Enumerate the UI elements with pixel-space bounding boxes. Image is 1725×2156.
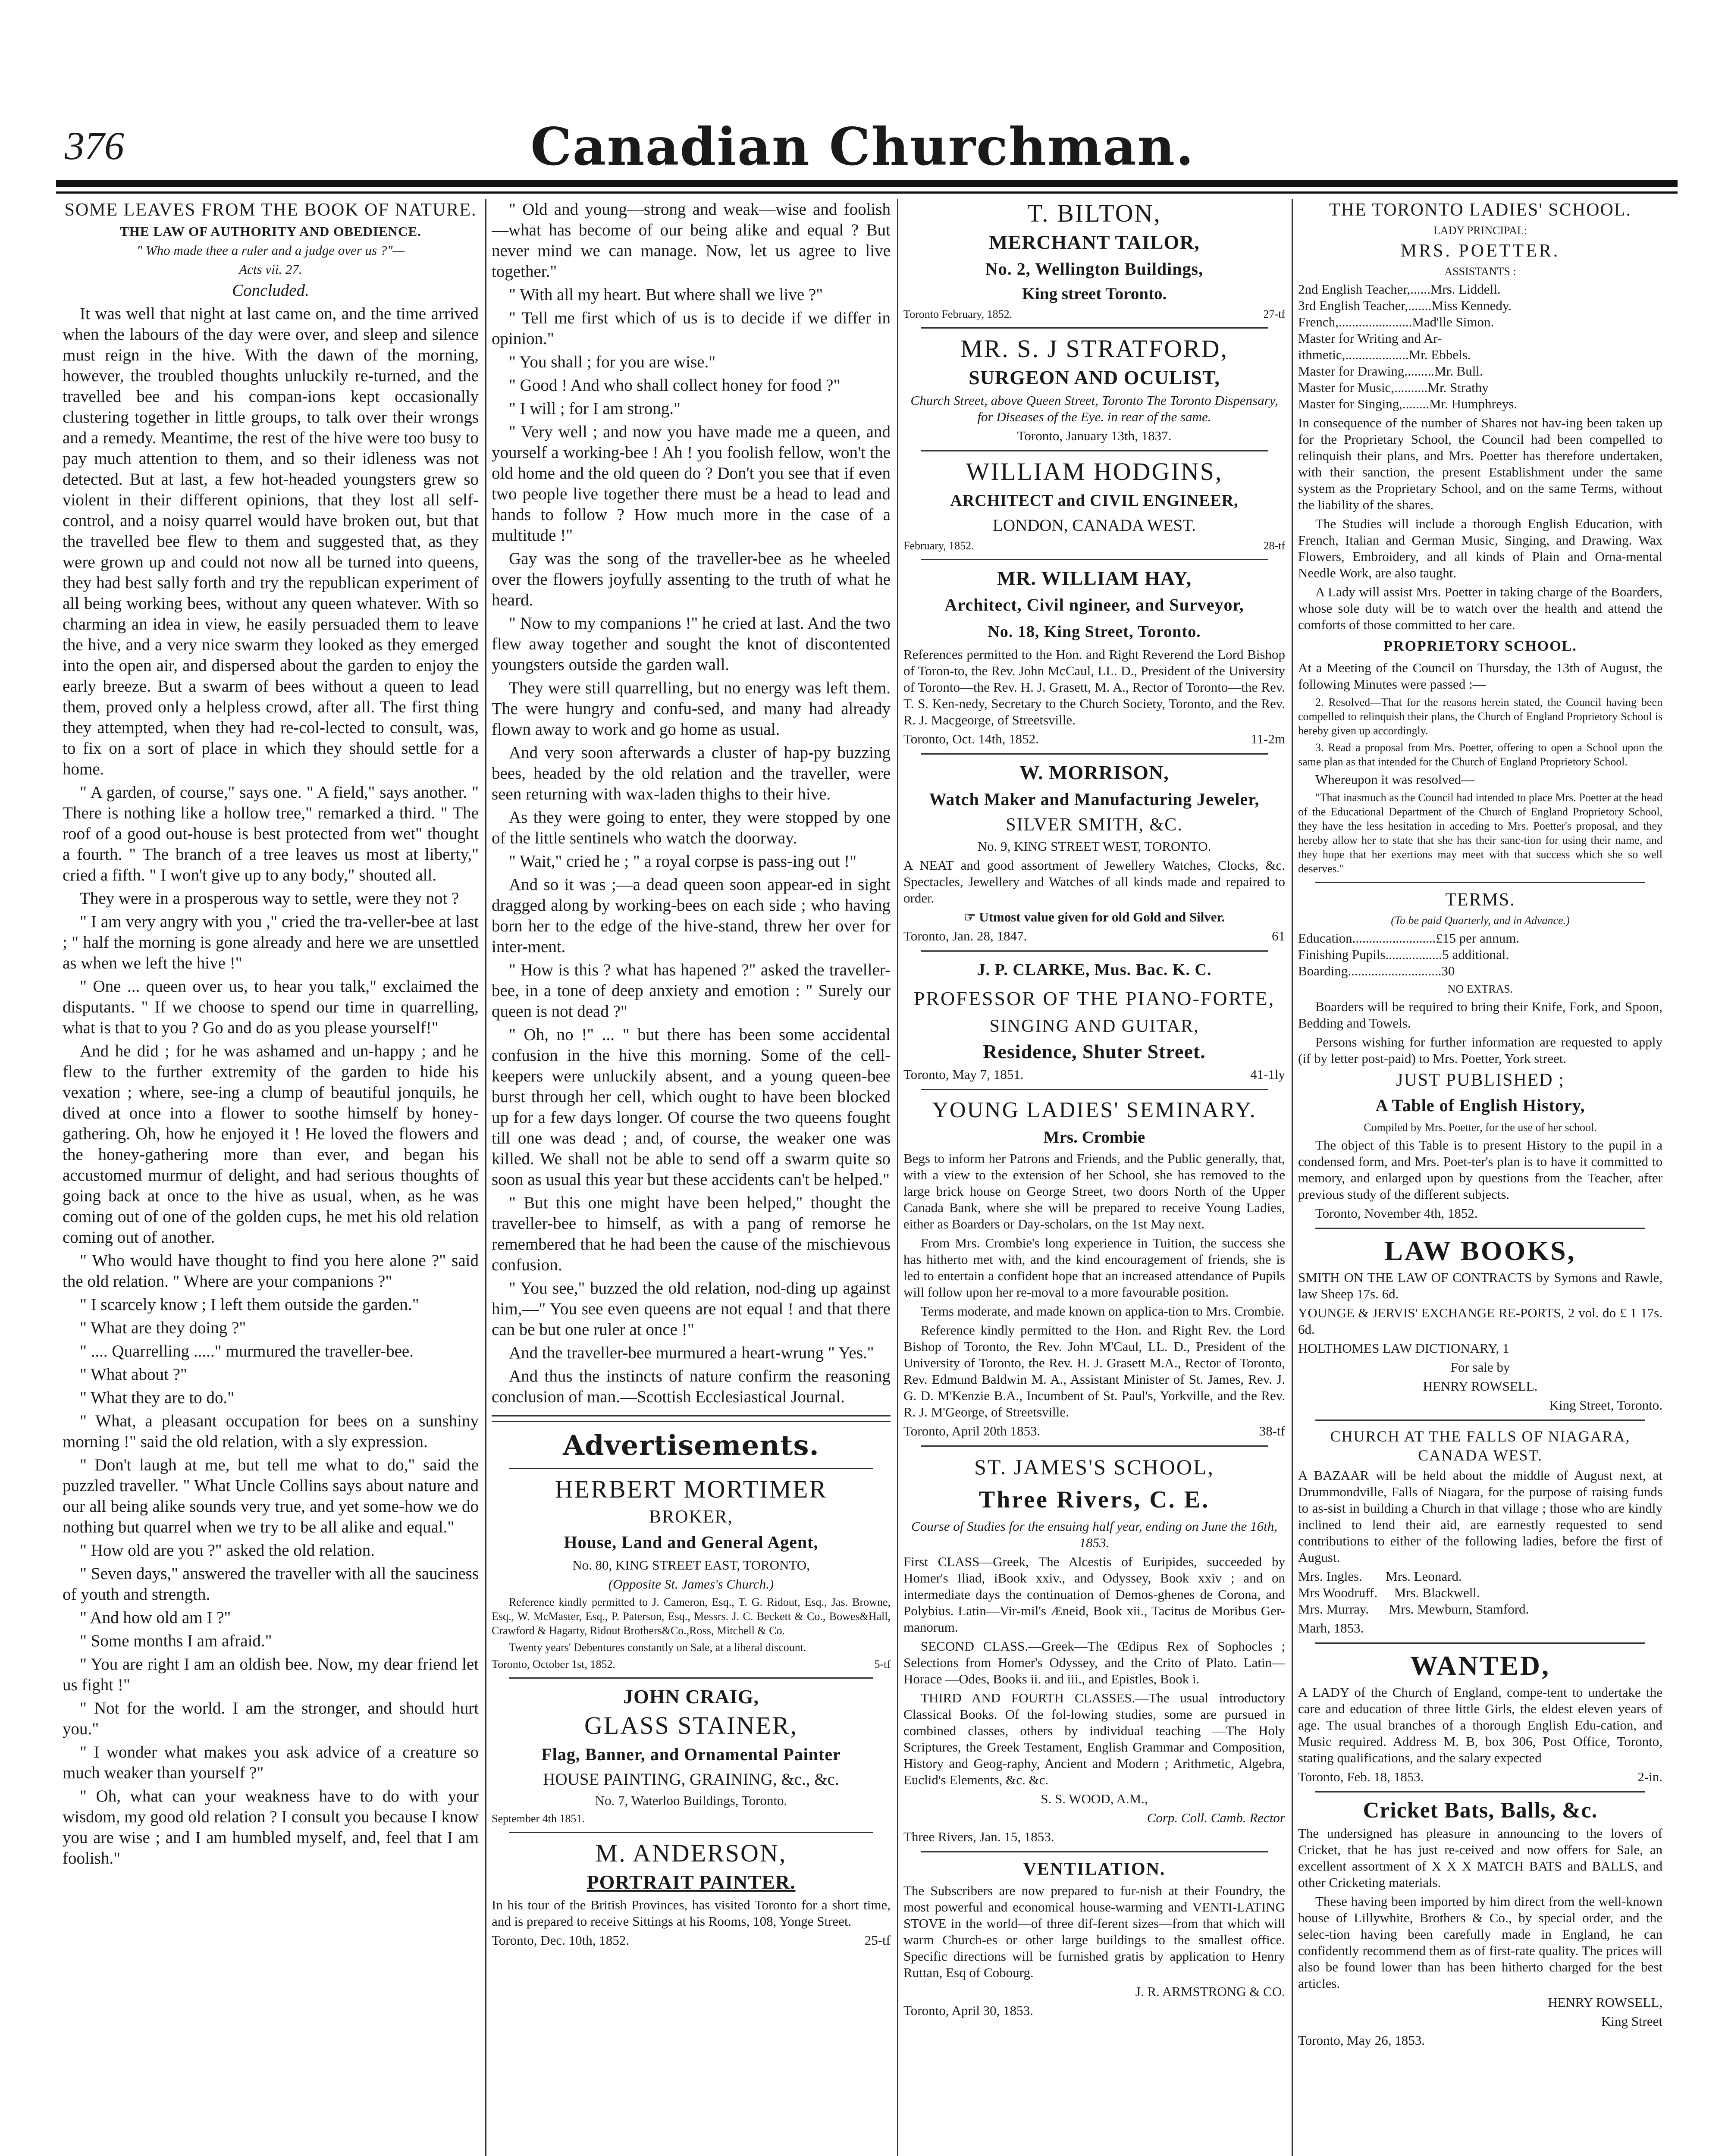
- ad-title: WANTED,: [1410, 1650, 1550, 1681]
- ad-signature: HENRY ROWSELL.: [1423, 1379, 1538, 1394]
- ad-body: These having been imported by him direct from the well-known house of Lillywhite, Brothers & Co., by special order, and the selec-tion having been carefully made in England, he can confidently recommend them as of first-rate quality. The prices will also be found lower than has been hitherto charged for the best articles.: [1298, 1894, 1662, 1991]
- ad-role: BROKER,: [649, 1507, 733, 1527]
- ad-line: House, Land and General Agent,: [564, 1532, 819, 1552]
- ad-note: ☞ Utmost value given for old Gold and Silver.: [963, 909, 1225, 924]
- article-paragraph: And very soon afterwards a cluster of hap-py buzzing bees, headed by the old relation and the traveller, were seen returning with wax-laden thighs to their hive.: [492, 743, 891, 803]
- terms-title: TERMS.: [1445, 890, 1515, 910]
- ad-date: Toronto, Feb. 18, 1853. 2-in.: [1298, 1769, 1662, 1784]
- ad-signature: S. S. WOOD, A.M.,: [1041, 1791, 1148, 1806]
- ad-label: LADY PRINCIPAL:: [1433, 224, 1527, 237]
- terms-item: Finishing Pupils.................5 additional.: [1298, 947, 1509, 962]
- ad-body: At a Meeting of the Council on Thursday, the 13th of August, the following Minutes were passed :—: [1298, 660, 1662, 692]
- article-paragraph: Gay was the song of the traveller-bee as he wheeled over the flowers joyfully assenting to the truth of what he heard.: [492, 549, 891, 609]
- column-divider: [485, 199, 486, 2156]
- article-paragraph: They were in a prosperous way to settle, were they not ?: [80, 889, 459, 908]
- staff-item: Master for Drawing.........Mr. Bull.: [1298, 364, 1483, 379]
- ad-role: Architect, Civil ngineer, and Surveyor,: [944, 595, 1244, 614]
- ad-body: SECOND CLASS.—Greek—The Œdipus Rex of Sophocles ; Selections from Homer's Odyssey, and the Crito of Plato. Latin—Horace —Odes, Books ii. and iii., and Epistles, Book i.: [903, 1639, 1285, 1686]
- ad-line: Flag, Banner, and Ornamental Painter: [541, 1745, 841, 1764]
- article-epigraph-ref: Acts vii. 27.: [239, 262, 302, 277]
- ad-place: Three Rivers, C. E.: [979, 1486, 1210, 1513]
- masthead-rule-thin: [56, 191, 1678, 194]
- article-paragraph: " I will ; for I am strong.": [509, 399, 681, 418]
- ad-role: SURGEON AND OCULIST,: [969, 367, 1220, 389]
- ad-body: Reference kindly permitted to the Hon. and Right Rev. the Lord Bishop of Toronto, the Rev. John M'Caul, LL. D., President of the University of Toronto, the Rev. H. J. Grasett M.A., Rector of Toronto, Rev. Edmund Baldwin M. A., Assistant Minister of St. James, Rev. J. G. D. M'Kenzie B.A., Incumbent of St. Paul's, Yorkville, and the Rev. R. J. M'George, of Streetsville.: [903, 1322, 1285, 1420]
- ad-address: No. 7, Waterloo Buildings, Toronto.: [595, 1793, 787, 1808]
- ad-body: Terms moderate, and made known on applica-tion to Mrs. Crombie.: [921, 1304, 1285, 1319]
- ad-signature: HENRY ROWSELL,: [1548, 1995, 1662, 2010]
- ad-address: No. 2, Wellington Buildings,: [985, 259, 1204, 279]
- article-paragraph: " You are right I am an oldish bee. Now, my dear friend let us fight !": [63, 1655, 479, 1694]
- ad-bilton: [903, 199, 1285, 321]
- ad-role: ARCHITECT and CIVIL ENGINEER,: [950, 492, 1239, 510]
- article-paragraph: " Oh, no !" ... " but there has been some accidental confusion in the hive this morning. Some of the cell-keepers were unluckily absent, and a young queen-bee burst through her cell, which ought to have been blocked up for a few days longer. Of course the two queens fought till one was dead ; and, of course, the weaker one was killed. We shall not be able to send off a swarm quite so soon as usual this year but these accidents can't be helped.": [492, 1025, 891, 1189]
- ad-body: THIRD AND FOURTH CLASSES.—The usual introductory Classical Books. Of the fol-lowing studies, some are pursued in combined classes, others by individual teaching —The Holy Scriptures, the Greek Testament, English Grammar and Composition, History and Geog-raphy, Ancient and Modern ; Arithmetic, Algebra, Euclid's Elements, &c. &c.: [903, 1690, 1285, 1787]
- ad-line-2: HOUSE PAINTING, GRAINING, &c., &c.: [543, 1770, 839, 1789]
- article-paragraph: And thus the instincts of nature confirm the reasoning conclusion of man.—Scottish Ecclesiastical Journal.: [492, 1367, 891, 1406]
- section-divider: [492, 1415, 891, 1422]
- article-paragraph: " What they are to do.": [80, 1388, 235, 1407]
- page-number: 376: [65, 124, 124, 168]
- ad-clarke: [903, 958, 1285, 1083]
- ad-body: "That inasmuch as the Council had intended to place Mrs. Poetter at the head of the Educational Department of the Church of England Proprietory School, they have the less hesitation in acceding to Mrs. Poetter's proposal, and they hereby allow her to state that she has their sanc-tion for using their name, and they hope that her exertions may meet with that success which she so well deserves.": [1298, 791, 1662, 875]
- article-title: SOME LEAVES FROM THE BOOK OF NATURE.: [64, 200, 477, 220]
- masthead-rule: [56, 180, 1678, 187]
- column-1-article: [63, 199, 479, 2156]
- ad-signature-2: King Street, Toronto.: [1549, 1398, 1662, 1413]
- ad-names-row: Mrs Woodruff. Mrs. Blackwell.: [1298, 1585, 1480, 1600]
- staff-item: Master for Music,..........Mr. Strathy: [1298, 380, 1489, 395]
- ad-herbert-mortimer: [492, 1475, 891, 1671]
- ad-address: No. 18, King Street, Toronto.: [988, 623, 1201, 641]
- ad-divider: [509, 1832, 873, 1833]
- article-paragraph: " Not for the world. I am the stronger, and should hurt you.": [63, 1699, 479, 1738]
- ad-title: LAW BOOKS,: [1384, 1235, 1576, 1266]
- article-paragraph: " Oh, what can your weakness have to do with your wisdom, my good old relation ? I consult you because I know you are wise ; and I am humbled myself, and, feel that I am foolish.": [63, 1787, 479, 1868]
- article-paragraph: " I scarcely know ; I left them outside the garden.": [80, 1295, 419, 1314]
- ad-divider: [1315, 1791, 1645, 1792]
- ad-body: A Lady will assist Mrs. Poetter in taking charge of the Boarders, whose sole duty will be to watch over the health and attend the comforts of those committed to her care.: [1298, 584, 1662, 632]
- ad-by: Compiled by Mrs. Poetter, for the use of her school.: [1364, 1121, 1597, 1134]
- ad-address-2: King street Toronto.: [1022, 285, 1167, 303]
- ad-date: February, 1852. 28-tf: [903, 539, 1285, 552]
- ad-name: MR. S. J STRATFORD,: [960, 335, 1229, 363]
- ad-body: SMITH ON THE LAW OF CONTRACTS by Symons and Rawle, law Sheep 17s. 6d.: [1298, 1270, 1662, 1301]
- ad-title: VENTILATION.: [1023, 1859, 1166, 1879]
- terms-item: Boarding............................30: [1298, 963, 1455, 978]
- ad-just-published: [1298, 1069, 1662, 1222]
- no-extras: NO EXTRAS.: [1447, 983, 1513, 995]
- ad-divider: [1315, 882, 1645, 883]
- article-paragraph: " But this one might have been helped," thought the traveller-bee to himself, as with a pang of remorse he remembered that he had been the cause of the mischievous confusion.: [492, 1194, 891, 1274]
- ad-date: Toronto, Dec. 10th, 1852. 25-tf: [492, 1933, 891, 1948]
- column-divider: [1292, 199, 1293, 2156]
- ad-title: CHURCH AT THE FALLS OF NIAGARA, CANADA WEST.: [1330, 1428, 1631, 1464]
- ad-role: Watch Maker and Manufacturing Jeweler,: [929, 790, 1260, 809]
- ad-wanted: [1298, 1650, 1662, 1785]
- column-4-ads: [1298, 199, 1662, 2156]
- article-paragraph: They were still quarrelling, but no energy was left them. The were hungry and confu-sed, and many had already flown away to work and go home as usual.: [492, 679, 891, 739]
- article-paragraph: " Now to my companions !" he cried at last. And the two flew away together and sought the knot of discontented youngsters outside the garden wall.: [492, 614, 891, 674]
- article-paragraph: " Don't laugh at me, but tell me what to do," said the puzzled traveller. " What Uncle Collins says about nature and our all being alike sounds very true, and yet some-how we do nothing but quarrel when we try to be all alike and equal.": [63, 1456, 479, 1536]
- ad-references: Reference kindly permitted to J. Cameron, Esq., T. G. Ridout, Esq., Jas. Browne, Esq., W. McMaster, Esq., P. Paterson, Esq., Messrs. J. C. Beckett & Co., Bowes&Hall, Crawford & Hagarty, Ridout Brothers&Co.,Ross, Mitchell & Co.: [492, 1596, 891, 1637]
- column-2: [492, 199, 891, 2156]
- ad-stratford: [903, 335, 1285, 444]
- ad-name: J. P. CLARKE, Mus. Bac. K. C.: [977, 961, 1212, 979]
- ad-subtitle: Course of Studies for the ensuing half year, ending on June the 16th, 1853.: [911, 1519, 1277, 1550]
- ad-divider: [921, 559, 1268, 560]
- ad-date: Toronto, November 4th, 1852.: [1315, 1206, 1478, 1221]
- ad-names-row: Mrs. Murray. Mrs. Mewburn, Stamford.: [1298, 1601, 1529, 1617]
- ad-date: Toronto, May 7, 1851. 41-1ly: [903, 1067, 1285, 1082]
- article-paragraph: " Who would have thought to find you here alone ?" said the old relation. " Where are your companions ?": [63, 1251, 479, 1291]
- ad-body: Church Street, above Queen Street, Toronto The Toronto Dispensary, for Diseases of the Eye. in rear of the same.: [910, 393, 1278, 424]
- article-paragraph: " What, a pleasant occupation for bees on a sunshiny morning !" said the old relation, with a sly expression.: [63, 1412, 479, 1451]
- ad-signature-2: Corp. Coll. Camb. Rector: [1147, 1810, 1285, 1825]
- article-concluded: Concluded.: [232, 281, 309, 300]
- ad-divider: [921, 327, 1268, 329]
- ad-date: Toronto, May 26, 1853.: [1298, 2033, 1425, 2048]
- ad-role: GLASS STAINER,: [584, 1711, 798, 1739]
- ad-divider: [1315, 1642, 1645, 1644]
- ad-body: From Mrs. Crombie's long experience in Tuition, the success she has hitherto met with, and the kind encouragement of friends, she is led to entertain a confident hope that an increased attendance of Pupils will follow upon her re-moval to a more favourable position.: [903, 1235, 1285, 1300]
- ad-divider: [1315, 1228, 1645, 1229]
- ad-body: Persons wishing for further information are requested to apply (if by letter post-paid) to Mrs. Poetter, York street.: [1298, 1034, 1662, 1066]
- ad-name: JOHN CRAIG,: [623, 1686, 759, 1708]
- staff-item: Master for Singing,........Mr. Humphreys.: [1298, 396, 1518, 411]
- ad-address: LONDON, CANADA WEST.: [993, 516, 1196, 535]
- article-paragraph: " .... Quarrelling ....." murmured the traveller-bee.: [80, 1342, 414, 1360]
- ad-body: In his tour of the British Provinces, has visited Toronto for a short time, and is prepared to receive Sittings at his Rooms, 108, Yonge Street.: [492, 1897, 891, 1929]
- ad-divider: [509, 1468, 873, 1469]
- advertisements-heading: Advertisements.: [563, 1429, 819, 1462]
- ad-body: The Studies will include a thorough English Education, with French, Italian and German Music, Singing, and Drawing. Wax Flowers, Embroidery, and all kinds of Plain and Orna-mental Needle Work, are also taught.: [1298, 516, 1662, 580]
- ad-date: Toronto, April 30, 1853.: [903, 2003, 1033, 2018]
- ad-body: A NEAT and good assortment of Jewellery Watches, Clocks, &c. Spectacles, Jewellery and Watches of all kinds made and repaired to order.: [903, 858, 1285, 906]
- ad-name: MR. WILLIAM HAY,: [997, 567, 1192, 589]
- ad-name: T. BILTON,: [1027, 199, 1161, 227]
- staff-item: 2nd English Teacher,......Mrs. Liddell.: [1298, 282, 1501, 297]
- ad-body: The Subscribers are now prepared to fur-nish at their Foundry, the most powerful and economical house-warming and VENTI-LATING STOVE in the world—of three dif-ferent sizes—from that which will warm Church-es or other large buildings to the smallest office. Specific directions will be furnished gratis by application to Henry Ruttan, Esq of Cobourg.: [903, 1883, 1285, 1980]
- article-paragraph: It was well that night at last came on, and the time arrived when the labours of the day were over, and sleep and silence must reign in the hive. With the dawn of the morning, however, the troubled thoughts unluckily re-turned, and the travelled bee and his compan-ions kept occasionally clustering together in little groups, to talk over their wrongs and a remedy. Meantime, the rest of the hive were too busy to pay much attention to them, and so their idleness was not detected. But at last, a few hot-headed youngsters grew so violent in their different opinions, that they lost all self-control, and a noisy quarrel would have broken out, but that the travelled bee flew to them and suggested that, as they were grown up and could not now all be turned into queens, they had best sally forth and try the republican experiment of all being working bees, without any queen whatever. With so charming an idea in view, he easily persuaded them to leave the hive, and a very nice swarm they looked as they emerged into the open air, and dispersed about the garden to enjoy the early breeze. But a swarm of bees without a queen to lead them, proved only a helpless crowd, after all. The first thing they attempted, when they had re-col-lected to consult, was, to fix on a sort of place in which they should settle for a home.: [63, 304, 479, 778]
- ad-title: ST. JAMES'S SCHOOL,: [974, 1455, 1214, 1479]
- ad-body: The object of this Table is to present History to the pupil in a condensed form, and Mrs. Poet-ter's plan is to have it committed to memory, and enlarged upon by questions from the Teacher, after previous study of the different subjects.: [1298, 1138, 1662, 1202]
- ad-address: No. 9, KING STREET WEST, TORONTO.: [977, 839, 1211, 854]
- ad-title: JUST PUBLISHED ;: [1396, 1070, 1565, 1090]
- staff-item: ithmetic,...................Mr. Ebbels.: [1298, 347, 1471, 362]
- article-paragraph: " Old and young—strong and weak—wise and foolish—what has become of our being alike and equal ? But never mind we can manage. Now, let us agree to live together.": [492, 200, 891, 281]
- article-paragraph: " How old are you ?" asked the old relation.: [80, 1541, 375, 1560]
- ad-sale: For sale by: [1450, 1360, 1510, 1375]
- column-3-ads: [903, 199, 1285, 2156]
- article-paragraph: " You shall ; for you are wise.": [509, 353, 716, 371]
- article-paragraph: And the traveller-bee murmured a heart-wrung " Yes.": [509, 1344, 874, 1362]
- ad-signature-2: King Street: [1601, 2014, 1662, 2029]
- ad-john-craig: [492, 1685, 891, 1826]
- ad-cricket: [1298, 1799, 1662, 2049]
- ad-role-2: SILVER SMITH, &C.: [1006, 815, 1183, 835]
- ad-divider: [921, 1851, 1268, 1852]
- ad-date: Toronto, October 1st, 1852. 5-tf: [492, 1658, 891, 1670]
- ad-body: 3. Read a proposal from Mrs. Poetter, offering to open a School upon the same plan as that intended for the Church of England Proprietory School.: [1298, 741, 1662, 768]
- ad-body: A LADY of the Church of England, compe-tent to undertake the care and education of three little Girls, the eldest eleven years of age. The usual branches of a thorough English Edu-cation, and Music required. Address M. B, box 306, Post Office, Toronto, stating qualifications, and the salary expected: [1298, 1685, 1662, 1765]
- ad-body: YOUNGE & JERVIS' EXCHANGE RE-PORTS, 2 vol. do £ 1 17s. 6d.: [1298, 1305, 1662, 1337]
- ad-address-note: (Opposite St. James's Church.): [608, 1576, 774, 1592]
- terms-subtitle: (To be paid Quarterly, and in Advance.): [1391, 914, 1570, 927]
- article-paragraph: " I wonder what makes you ask advice of a creature so much weaker than yourself ?": [63, 1743, 479, 1782]
- ad-divider: [1315, 1420, 1645, 1421]
- ad-principal: MRS. POETTER.: [1400, 241, 1560, 261]
- pointing-hand-icon: ☞: [963, 909, 979, 924]
- ad-church-niagara: [1298, 1427, 1662, 1636]
- article-paragraph: " How is this ? what has hapened ?" asked the traveller-bee, in a tone of deep anxiety and emotion : " Surely our queen is not dead ?": [492, 961, 891, 1021]
- ad-name: M. ANDERSON,: [595, 1839, 787, 1867]
- ad-law-books: [1298, 1235, 1662, 1413]
- ad-divider: [921, 950, 1268, 952]
- ad-divider: [921, 753, 1268, 755]
- ad-name: A Table of English History,: [1375, 1096, 1585, 1115]
- ad-address: Residence, Shuter Street.: [983, 1040, 1206, 1062]
- ad-role: MERCHANT TAILOR,: [989, 231, 1200, 253]
- article-paragraph: " You see," buzzed the old relation, nod-ding up against him,—" You see even queens are not equal ! and that there can be but one ruler at once !": [492, 1279, 891, 1339]
- ad-morrison: [903, 761, 1285, 944]
- ad-body: HOLTHOMES LAW DICTIONARY, 1: [1298, 1341, 1509, 1356]
- ad-date: Toronto February, 1852. 27-tf: [903, 308, 1285, 320]
- masthead: Canadian Churchman.: [530, 116, 1195, 177]
- ad-date: Toronto, January 13th, 1837.: [1017, 428, 1172, 443]
- ad-m-anderson: [492, 1839, 891, 1949]
- ad-date: September 4th 1851.: [492, 1812, 585, 1825]
- ad-toronto-ladies-school: [1298, 199, 1662, 1067]
- article-paragraph: As they were going to enter, they were stopped by one of the little sentinels who watch the doorway.: [492, 808, 891, 847]
- ad-subtitle: PROPRIETORY SCHOOL.: [1383, 638, 1577, 654]
- ad-body: References permitted to the Hon. and Right Reverend the Lord Bishop of Toron-to, the Rev. John McCaul, LL. D., President of the University of Toronto—the Rev. H. J. Grasett, M. A., Rector of Toronto—the Rev. T. S. Ken-nedy, Secretary to the Church Society, Toronto, and the Rev. R. J. Macgeorge, of Streetsville.: [903, 647, 1285, 727]
- ad-date: Toronto, April 20th 1853. 38-tf: [903, 1423, 1285, 1438]
- article-paragraph: " Good ! And who shall collect honey for food ?": [509, 376, 841, 395]
- ad-body: First CLASS—Greek, The Alcestis of Euripides, succeeded by Homer's Iliad, iBook xxiv., and Odyssey, Book xxiv ; and on intermediate days the continuation of Demos-ghenes de Corona, and Polybius. Latin—Vir-mil's Æneid, Book xii., Tacitus de Moribus Ger-manorum.: [903, 1554, 1285, 1635]
- ad-body: Begs to inform her Patrons and Friends, and the Public generally, that, with a view to the extension of her School, she has removed to the large brick house on George Street, two doors North of the Upper Canada Bank, where she will be prepared to receive Young Ladies, either as Boarders or Day-scholars, on the 1st May next.: [903, 1151, 1285, 1232]
- staff-item: 3rd English Teacher,.......Miss Kennedy.: [1298, 298, 1512, 313]
- ad-role: PROFESSOR OF THE PIANO-FORTE,: [913, 987, 1275, 1009]
- ad-divider: [509, 1677, 873, 1679]
- ad-body: The undersigned has pleasure in announcing to the lovers of Cricket, that he has just re-ceived and now offers for Sale, an excellent assortment of X X X MATCH BATS and BALLS, and other Cricketing materials.: [1298, 1826, 1662, 1890]
- ad-role-2: SINGING AND GUITAR,: [989, 1016, 1199, 1036]
- ad-body: In consequence of the number of Shares not hav-ing been taken up for the Proprietary School, the Council had been compelled to relinquish their plans, and Mrs. Poetter has therefore undertaken, with their sanction, the present Establishment under the same system as the Proprietary School, and on the same Terms, without the liability of the shares.: [1298, 415, 1662, 512]
- article-paragraph: And so it was ;—a dead queen soon appear-ed in sight dragged along by working-bees on each side ; who having born her to the edge of the hive-stand, threw her over for inter-ment.: [492, 875, 891, 956]
- ad-body: Boarders will be required to bring their Knife, Fork, and Spoon, Bedding and Towels.: [1298, 999, 1662, 1031]
- ad-william-hay: [903, 566, 1285, 747]
- ad-divider: [921, 1089, 1268, 1090]
- ad-hodgins: [903, 458, 1285, 553]
- article-epigraph: " Who made thee a ruler and a judge over us ?"—: [137, 243, 405, 258]
- article-paragraph: " And how old am I ?": [80, 1608, 231, 1627]
- ad-name: W. MORRISON,: [1019, 761, 1169, 783]
- ad-label: ASSISTANTS :: [1444, 265, 1516, 278]
- ad-title: Cricket Bats, Balls, &c.: [1363, 1798, 1598, 1823]
- article-paragraph: " Wait," cried he ; " a royal corpse is pass-ing out !": [509, 852, 857, 871]
- ad-body: A BAZAAR will be held about the middle of August next, at Drummondville, Falls of Niagara, for the purpose of raising funds to as-sist in building a Church in that village ; those who are kindly inclined to lend their aid, are earnestly requested to send contributions to either of the following ladies, before the first of August.: [1298, 1468, 1662, 1565]
- ad-title: YOUNG LADIES' SEMINARY.: [932, 1098, 1257, 1122]
- ad-title: THE TORONTO LADIES' SCHOOL.: [1329, 200, 1631, 220]
- article-paragraph: " What are they doing ?": [80, 1319, 246, 1337]
- ad-st-james-school: [903, 1453, 1285, 1845]
- ad-date: Toronto, Oct. 14th, 1852. 11-2m: [903, 731, 1285, 746]
- article-paragraph: " Seven days," answered the traveller with all the sauciness of youth and strength.: [63, 1564, 479, 1604]
- article-paragraph: And he did ; for he was ashamed and un-happy ; and he flew to the further extremity of the garden to hide his vexation ; where, see-ing a clump of beautiful jonquils, he dived at once into a flower to soothe himself by honey-gathering. Oh, how he enjoyed it ! He loved the flowers and the honey-gathering more than ever, and began his accustomed murmur of delight, and had serious thoughts of going back at once to the hive as usual, when, as he was coming out of one of the golden cups, he met his old relation coming out of another.: [63, 1042, 479, 1247]
- article-paragraph: " A garden, of course," says one. " A field," says another. " There is nothing like a hollow tree," remarked a third. " The roof of a good out-house is best protected from wet" thought a fourth. " The branch of a tree leaves us most at liberty," cried a fifth. " I won't give up to any body," shouted all.: [63, 783, 479, 884]
- article-paragraph: " What about ?": [80, 1365, 187, 1384]
- ad-ventilation: [903, 1858, 1285, 2019]
- ad-body: Whereupon it was resolved—: [1315, 772, 1475, 787]
- ad-date: Three Rivers, Jan. 15, 1853.: [903, 1829, 1054, 1844]
- ad-young-ladies-seminary: [903, 1096, 1285, 1439]
- ad-date: Toronto, Jan. 28, 1847. 61: [903, 928, 1285, 943]
- ad-name: HERBERT MORTIMER: [555, 1475, 828, 1503]
- ad-divider: [921, 450, 1268, 451]
- ad-name: WILLIAM HODGINS,: [966, 458, 1223, 486]
- article-paragraph: " Very well ; and now you have made me a queen, and yourself a working-bee ! Ah ! you foolish fellow, won't the old home and the old queen do ? Don't you see that if even two people live together there must be a head to lead and hands to follow ? How much more in the case of a multitude !": [492, 423, 891, 545]
- article-paragraph: " One ... queen over us, to hear you talk," exclaimed the disputants. " If we choose to spend our time in quarrelling, what is that to you ? Go and do as you please yourself!": [63, 977, 479, 1037]
- column-divider: [897, 199, 898, 2156]
- ad-signature: J. R. ARMSTRONG & CO.: [1135, 1984, 1285, 1999]
- article-paragraph: " Tell me first which of us is to decide if we differ in opinion.": [492, 309, 891, 348]
- ad-date: Marh, 1853.: [1298, 1620, 1364, 1636]
- ad-note: Twenty years' Debentures constantly on Sale, at a liberal discount.: [509, 1641, 806, 1654]
- terms-item: Education.........................£15 per annum.: [1298, 931, 1520, 946]
- article-paragraph: " Some months I am afraid.": [80, 1632, 272, 1650]
- ad-role: PORTRAIT PAINTER.: [586, 1871, 796, 1893]
- ad-divider: [921, 1445, 1268, 1447]
- staff-item: Master for Writing and Ar-: [1298, 331, 1442, 346]
- ad-body: 2. Resolved—That for the reasons herein stated, the Council having been compelled to relinquish their plans, the Church of England Proprietory School is hereby given up accordingly.: [1298, 696, 1662, 737]
- staff-item: French,......................Mad'lle Simon.: [1298, 314, 1494, 329]
- article-paragraph: " I am very angry with you ," cried the tra-veller-bee at last ; " half the morning is gone already and here we are unsettled as when we left the hive !": [63, 912, 479, 972]
- ad-names-row: Mrs. Ingles. Mrs. Leonard.: [1298, 1569, 1462, 1584]
- ad-address: No. 80, KING STREET EAST, TORONTO,: [572, 1557, 810, 1573]
- article-subtitle: THE LAW OF AUTHORITY AND OBEDIENCE.: [120, 224, 421, 239]
- article-paragraph: " With all my heart. But where shall we live ?": [509, 285, 823, 304]
- ad-name: Mrs. Crombie: [1043, 1128, 1145, 1147]
